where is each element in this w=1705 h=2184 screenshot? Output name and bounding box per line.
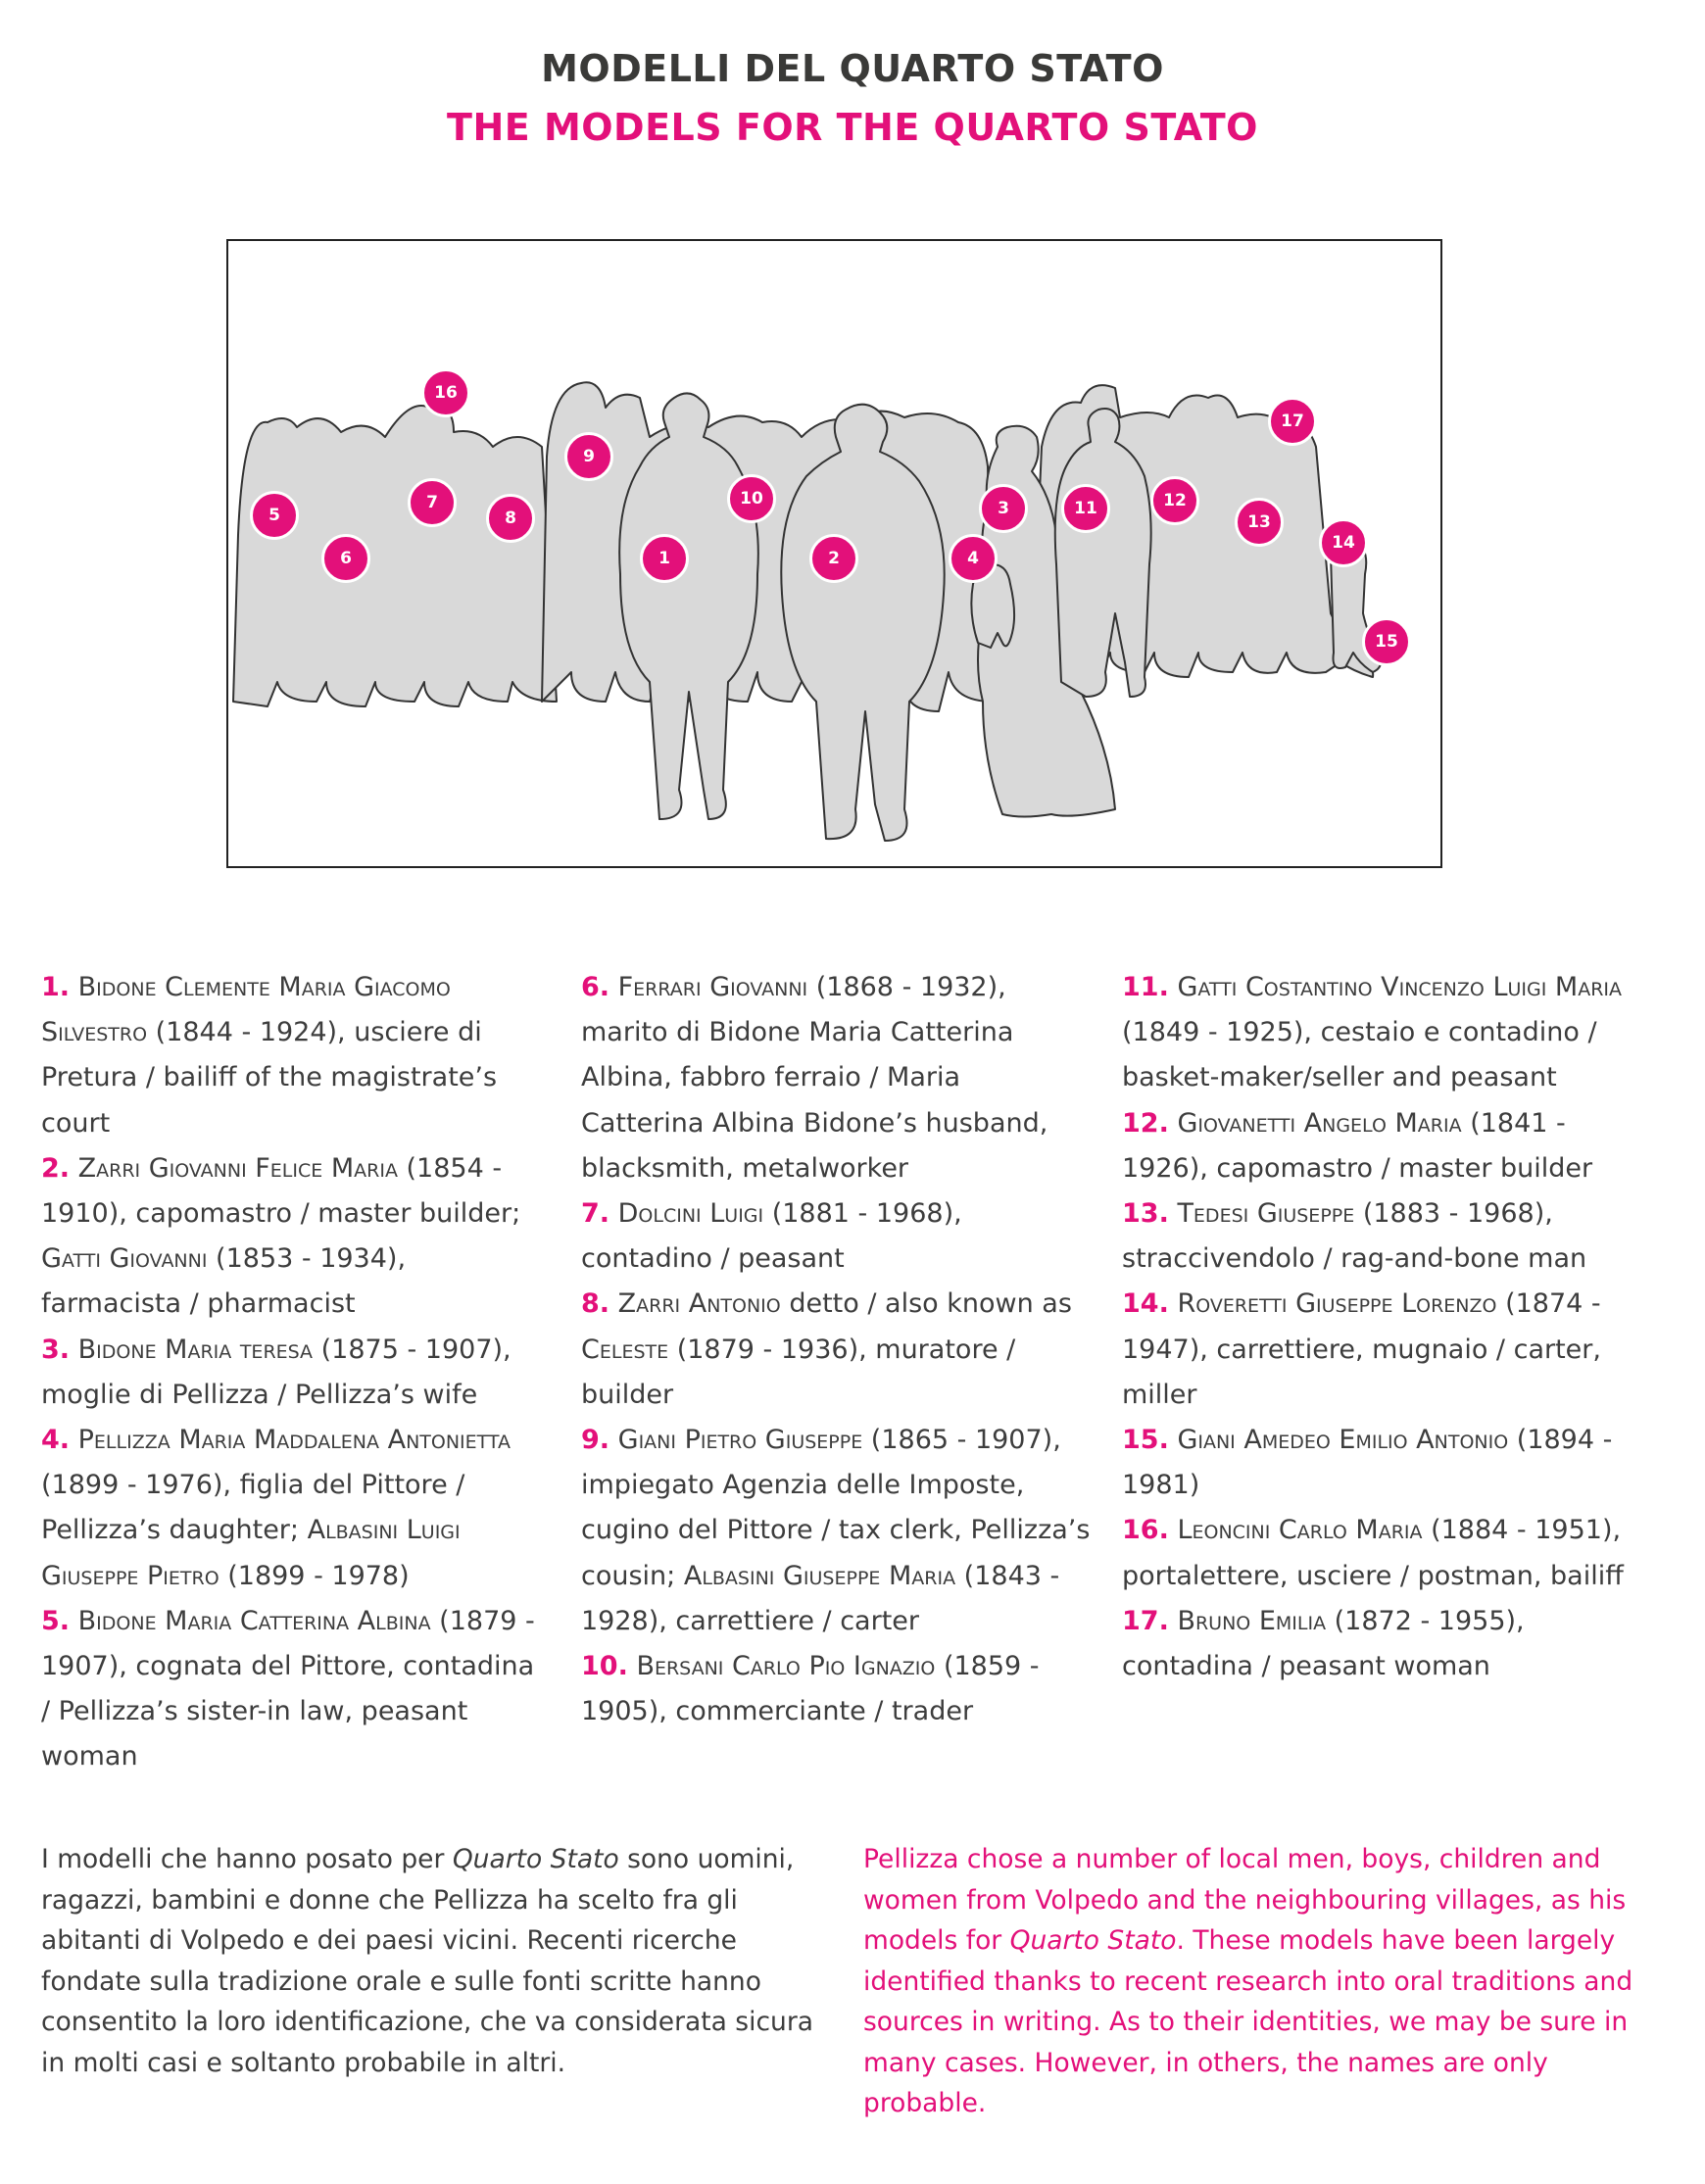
entry-details-secondary: (1879 - 1936), muratore / builder: [581, 1334, 1016, 1410]
entry-name: Bersani Carlo Pio Ignazio: [636, 1651, 936, 1682]
legend-column-1: [41, 965, 551, 1780]
entry-number: 7.: [581, 1198, 610, 1230]
entry-name-secondary: Gatti Giovanni: [41, 1243, 208, 1275]
paragraph-emphasis: Quarto Stato: [452, 1844, 619, 1874]
paragraph-text: sono uomini, ragazzi, bambini e donne che Pellizza ha scelto fra gli abitanti di Volpedo e dei paesi vicini. Recenti ricerche fondate sulla tradizione orale e sulle fonti scritte hanno consentito la loro identificazione, che va considerata sicura in molti casi e soltanto probabile in altri.: [41, 1844, 813, 2078]
marker-17: 17: [1268, 397, 1317, 446]
marker-16: 16: [421, 368, 470, 417]
entry-name: Bidone Maria Catterina Albina: [77, 1605, 431, 1636]
marker-2: 2: [809, 534, 858, 583]
entry-name: Dolcini Luigi: [617, 1198, 764, 1230]
entry-name: Roveretti Giuseppe Lorenzo: [1177, 1288, 1497, 1320]
entry-name: Bidone Maria teresa: [77, 1334, 314, 1365]
marker-1: 1: [640, 534, 689, 583]
entry-number: 3.: [41, 1334, 71, 1365]
legend-entry-10: [581, 1644, 1091, 1734]
paragraph-text: I modelli che hanno posato per: [41, 1844, 453, 1874]
entry-details: (1894 - 1981): [1122, 1425, 1613, 1501]
entry-name-secondary: Albasini Luigi Giuseppe Pietro: [41, 1515, 461, 1591]
entry-number: 2.: [41, 1152, 71, 1184]
entry-name: Zarri Giovanni Felice Maria: [77, 1152, 398, 1184]
entry-details: (1865 - 1907), impiegato Agenzia delle Imposte, cugino del Pittore / tax clerk, Pellizza’s cousin;: [581, 1425, 1091, 1591]
entry-name: Giani Amedeo Emilio Antonio: [1177, 1425, 1509, 1456]
entry-number: 9.: [581, 1425, 610, 1456]
entry-details: (1881 - 1968), contadino / peasant: [581, 1198, 962, 1275]
entry-name-secondary: Albasini Giuseppe Maria: [683, 1560, 956, 1591]
marker-3: 3: [979, 484, 1028, 533]
legend-column-3: [1122, 965, 1632, 1689]
silhouette-group-left: [233, 406, 557, 706]
marker-12: 12: [1150, 476, 1199, 525]
legend-entry-1: [41, 965, 551, 1146]
intro-paragraph-italian: [41, 1839, 825, 2083]
entry-number: 17.: [1122, 1605, 1169, 1636]
entry-number: 16.: [1122, 1515, 1169, 1546]
entry-details: (1859 - 1905), commerciante / trader: [581, 1651, 1040, 1727]
entry-number: 12.: [1122, 1107, 1169, 1139]
legend-entry-11: [1122, 965, 1632, 1101]
page-title-italian: MODELLI DEL QUARTO STATO: [541, 47, 1164, 90]
legend-entry-12: [1122, 1101, 1632, 1191]
legend-column-2: [581, 965, 1091, 1734]
entry-details-secondary: (1853 - 1934), farmacista / pharmacist: [41, 1243, 407, 1320]
legend-entry-17: [1122, 1599, 1632, 1689]
entry-number: 4.: [41, 1425, 71, 1456]
entry-details: (1844 - 1924), usciere di Pretura / bailiff of the magistrate’s court: [41, 1017, 498, 1139]
entry-details: (1884 - 1951), portalettere, usciere / postman, bailiff: [1122, 1515, 1624, 1591]
entry-name: Giovanetti Angelo Maria: [1177, 1107, 1462, 1139]
legend-entry-3: [41, 1328, 551, 1418]
marker-13: 13: [1235, 498, 1284, 547]
legend-entry-14: [1122, 1282, 1632, 1418]
marker-15: 15: [1362, 617, 1411, 666]
entry-name-secondary: Celeste: [581, 1334, 669, 1365]
entry-name: Pellizza Maria Maddalena Antonietta: [77, 1425, 512, 1456]
page-title-english: THE MODELS FOR THE QUARTO STATO: [447, 106, 1258, 149]
entry-number: 5.: [41, 1605, 71, 1636]
entry-name: Leoncini Carlo Maria: [1177, 1515, 1423, 1546]
marker-10: 10: [727, 474, 776, 523]
entry-details: (1841 - 1926), capomastro / master builder: [1122, 1107, 1593, 1184]
entry-details: (1872 - 1955), contadina / peasant woman: [1122, 1605, 1525, 1682]
entry-number: 10.: [581, 1651, 628, 1682]
entry-number: 11.: [1122, 972, 1169, 1002]
entry-details: (1874 - 1947), carrettiere, mugnaio / carter, miller: [1122, 1288, 1601, 1410]
legend-entry-15: [1122, 1418, 1632, 1508]
entry-name: Bidone Clemente Maria Giacomo Silvestro: [41, 972, 451, 1048]
legend-entry-2: [41, 1146, 551, 1328]
entry-details: (1883 - 1968), straccivendolo / rag-and-bone man: [1122, 1198, 1587, 1275]
entry-name: Tedesi Giuseppe: [1177, 1198, 1355, 1230]
marker-11: 11: [1061, 484, 1110, 533]
marker-6: 6: [321, 534, 370, 583]
paragraph-text: Pellizza chose a number of local men, boys, children and women from Volpedo and the neighbouring villages, as his models for: [863, 1844, 1627, 1956]
legend-entry-13: [1122, 1191, 1632, 1282]
marker-9: 9: [564, 432, 613, 481]
entry-name: Bruno Emilia: [1177, 1605, 1327, 1636]
entry-details: detto / also known as: [780, 1288, 1072, 1320]
silhouette-figure: [226, 239, 1442, 868]
entry-details-secondary: (1843 - 1928), carrettiere / carter: [581, 1560, 1060, 1636]
entry-name: Giani Pietro Giuseppe: [617, 1425, 863, 1456]
entry-number: 13.: [1122, 1198, 1169, 1230]
marker-8: 8: [486, 494, 535, 543]
entry-number: 6.: [581, 972, 610, 1002]
entry-details-secondary: (1899 - 1978): [219, 1560, 410, 1591]
entry-details: (1854 - 1910), capomastro / master builder;: [41, 1152, 521, 1230]
entry-name: Ferrari Giovanni: [617, 972, 808, 1002]
marker-5: 5: [250, 491, 299, 540]
intro-paragraph-english: [863, 1839, 1647, 2124]
marker-14: 14: [1319, 518, 1368, 567]
legend-entry-5: [41, 1599, 551, 1780]
legend-entry-9: [581, 1418, 1091, 1644]
entry-name: Gatti Costantino Vincenzo Luigi Maria: [1177, 972, 1622, 1002]
paragraph-emphasis: Quarto Stato: [1009, 1925, 1177, 1956]
marker-4: 4: [949, 534, 998, 583]
entry-details: (1849 - 1925), cestaio e contadino / basket-maker/seller and peasant: [1122, 1017, 1597, 1093]
legend-entry-8: [581, 1282, 1091, 1418]
legend-entry-7: [581, 1191, 1091, 1282]
entry-number: 15.: [1122, 1425, 1169, 1456]
entry-number: 8.: [581, 1288, 610, 1320]
marker-7: 7: [408, 478, 457, 527]
entry-number: 1.: [41, 972, 71, 1002]
legend-entry-6: [581, 965, 1091, 1191]
entry-details: (1899 - 1976), figlia del Pittore / Pellizza’s daughter;: [41, 1470, 465, 1546]
paragraph-text: . These models have been largely identified thanks to recent research into oral traditions and sources in writing. As to their identities, we may be sure in many cases. However, in others, the names are only probable.: [863, 1925, 1633, 2118]
legend-entry-16: [1122, 1508, 1632, 1598]
entry-name: Zarri Antonio: [617, 1288, 781, 1320]
entry-details: (1868 - 1932), marito di Bidone Maria Catterina Albina, fabbro ferraio / Maria Catterina Albina Bidone’s husband, blacksmith, metalworker: [581, 972, 1048, 1184]
entry-details: (1875 - 1907), moglie di Pellizza / Pellizza’s wife: [41, 1334, 512, 1410]
entry-details: (1879 - 1907), cognata del Pittore, contadina / Pellizza’s sister-in law, peasant woman: [41, 1605, 535, 1772]
legend-entry-4: [41, 1418, 551, 1599]
entry-number: 14.: [1122, 1288, 1169, 1320]
